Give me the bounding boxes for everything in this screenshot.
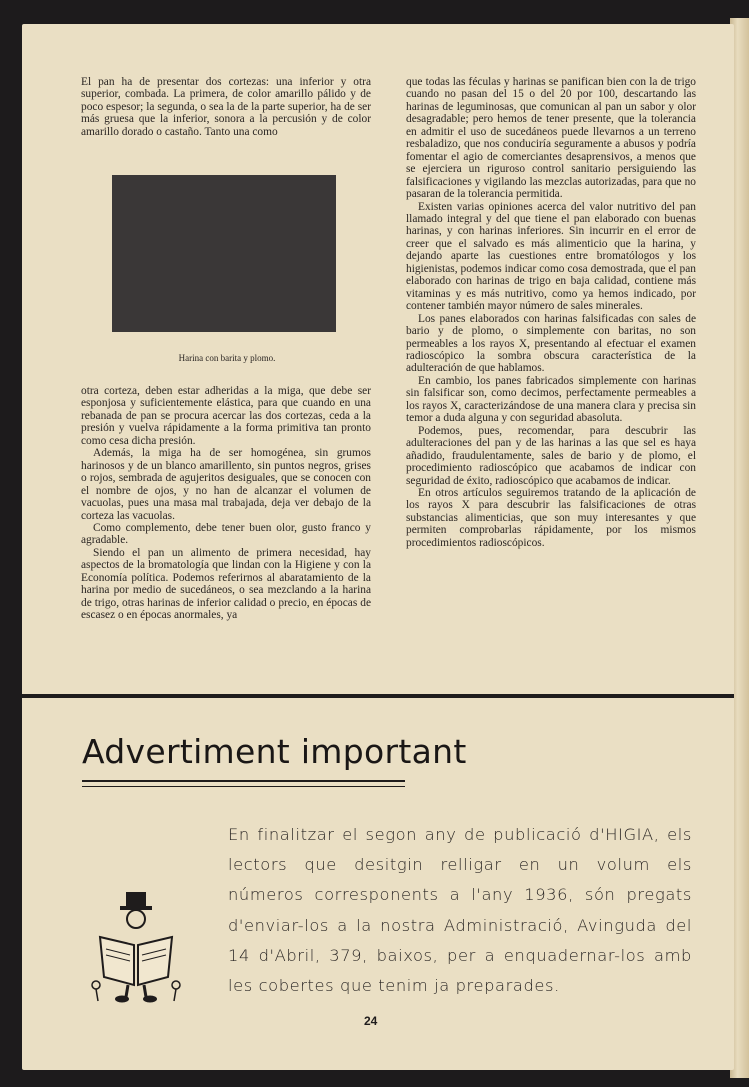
paragraph: otra corteza, deben estar adheridas a la miga, que debe ser esponjosa y suficientemente elástica, para que cuando en una rebanada de pan se procura acercar las dos cortezas, ceda a la presión y vuelva rápidamente a la forma primitiva tan pronto como cesa dicha presión.	[81, 385, 371, 447]
left-column-lower	[81, 385, 371, 622]
paragraph: Podemos, pues, recomendar, para descubrir las adulteraciones del pan y de las harinas a las que sel es haya añadido, fraudulentamente, sales de bario y de plomo, el procedimiento radioscópico que acabamos de indicar con seguridad de éxito, radioscópico que acabamos de indicar.	[406, 424, 696, 487]
paragraph: Además, la miga ha de ser homogénea, sin grumos harinosos y de un blanco amarillento, sin puntos negros, grises o rojos, sembrada de agujeritos desiguales, que se conocen con el nombre de ojos, y no han de alcanzar el volumen de vacuolas, pues una masa mal trabajada, deja ver debajo de la corteza las vacuolas.	[81, 447, 371, 522]
paragraph: Siendo el pan un alimento de primera necesidad, hay aspectos de la bromatología que lindan con la Higiene y con la Economía política. Podemos referirnos al abaratamiento de la harina por medio de sucedáneos, o sea mezclando a la harina de trigo, otras harinas de inferior calidad o precio, en épocas de escasez o en épocas anormales, ya	[81, 546, 371, 622]
paragraph: En cambio, los panes fabricados simplemente con harinas sin falsificar son, como decimos, perfectamente permeables a los rayos X, caracterizándose de una manera clara y precisa sin temor a duda alguna y con seguridad abasoluta.	[406, 374, 696, 425]
newspaper-reader-figure-icon	[86, 889, 186, 1004]
photo-caption: Harina con barita y plomo.	[178, 353, 276, 363]
title-underline	[82, 780, 405, 782]
page-number: 24	[364, 1014, 378, 1028]
paragraph: En otros artículos seguiremos tratando de la aplicación de los rayos X para descubrir las falsificaciones de otras substancias alimenticias, que son muy interesantes y que permiten comprobarlas rápidamente, por los mismos procedimientos radioscópicos.	[406, 486, 696, 549]
title-underline-thin	[82, 786, 405, 787]
document-page	[22, 24, 734, 1070]
paragraph: Los panes elaborados con harinas falsificadas con sales de bario y de plomo, o simplemente con baritas, no son permeables a los rayos X, presentando al efectuar el examen radioscópico la sombra obscura característica de la adulteración de que hablamos.	[406, 312, 696, 375]
paragraph: que todas las féculas y harinas se panifican bien con la de trigo cuando no pasan del 15 o del 20 por 100, descartando las harinas de leguminosas, que comunican al pan un sabor y olor desagradable; pero hemos de tener presente, que la tolerancia en admitir el uso de sucedáneos puede llevarnos a un terreno resbaladizo, que nos conduciría seguramente a abusos y podría fomentar el agio de comerciantes desaprensivos, a menos que se ejerciera un riguroso control sanitario persiguiendo las falsificaciones y vigilando las mezclas autorizadas, para que no pasaran de la tolerancia permitida.	[406, 76, 696, 201]
left-column-top	[81, 76, 371, 138]
radiograph-photo	[112, 175, 336, 332]
section-divider	[22, 694, 734, 698]
paragraph: El pan ha de presentar dos cortezas: una inferior y otra superior, combada. La primera, de color amarillo pálido y de poco espesor; la segunda, o sea la de la parte superior, ha de ser más gruesa que la inferior, sonora a la percusión y de color amarillo dorado o castaño. Tanto una como	[81, 76, 371, 138]
notice-body: En finalitzar el segon any de publicació d'HIGIA, els lectors que desitgin relligar en un volum els números corresponents a l'any 1936, són pregats d'enviar-los a la nostra Administració, Avinguda del 14 d'Abril, 379, baixos, per a enquadernar-los amb les cobertes que tenim ja preparades.	[228, 825, 692, 996]
paragraph: Existen varias opiniones acerca del valor nutritivo del pan llamado integral y del que tiene el pan elaborado con buenas harinas, y con harinas inferiores. Sin incurrir en el error de creer que el salvado es más alimenticio que la harina, y dejando aparte las cuestiones entre bromatólogos y los higienistas, podemos indicar como cosa demostrada, que el pan elaborado con harinas de trigo en baja calidad, contiene más vitaminas y es más nutritivo, como ya hemos indicado, por contener también mayor número de sales minerales.	[406, 200, 696, 313]
paragraph: Como complemento, debe tener buen olor, gusto franco y agradable.	[81, 521, 371, 547]
notice-title: Advertiment important	[82, 732, 467, 771]
right-column	[406, 76, 696, 549]
